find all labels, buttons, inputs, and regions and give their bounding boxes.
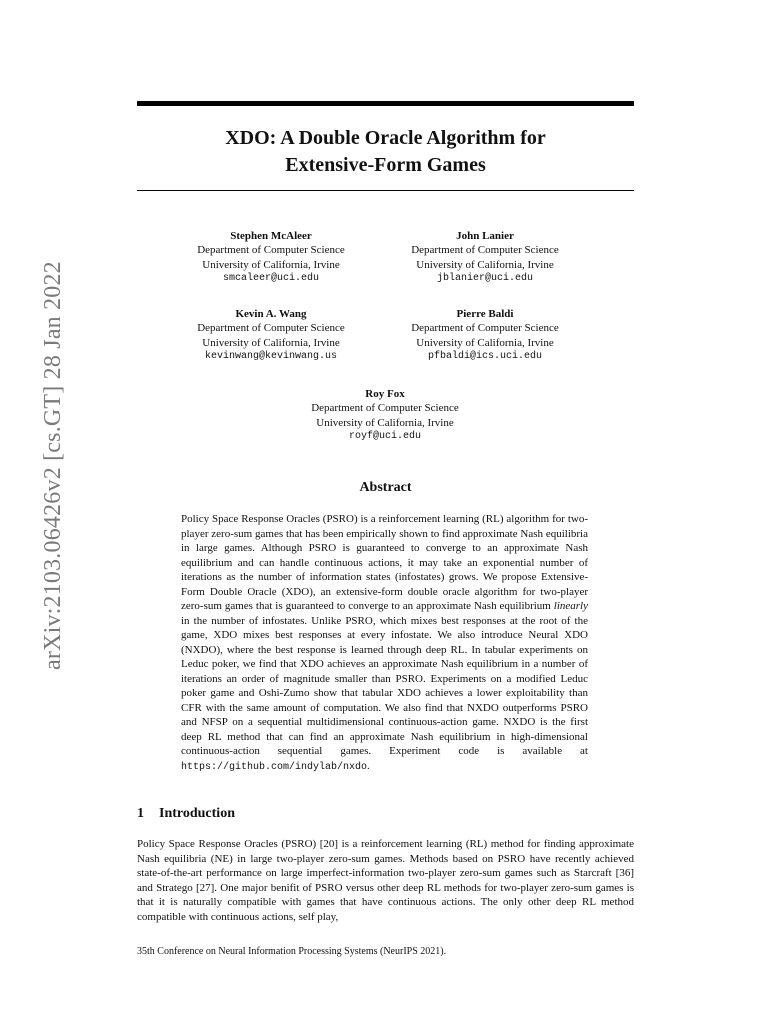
author-block [151,229,391,286]
title-top-rule [137,101,634,106]
arxiv-identifier: arXiv:2103.06426v2 [cs.GT] 28 Jan 2022 [40,261,66,670]
author-university: University of California, Irvine [416,258,554,271]
abstract-text-cont: in the number of infostates. Unlike PSRO, which mixes best responses at the root of the game, XDO mixes best responses at every infostate. We also introduce Neural XDO (NXDO), where the best response is learned through deep RL. In tabular experiments on Leduc poker, we find that XDO achieves an approximate Nash equilibrium in a number of iterations an order of magnitude smaller than PSRO. Experiments on a modified Leduc poker game and Oshi-Zumo show that tabular XDO achieves a lower exploitability than CFR with the same amount of computation. We also find that NXDO outperforms PSRO and NFSP on a sequential multidimensional continuous-action game. NXDO is the first deep RL method that can find an approximate Nash equilibrium in high-dimensional continuous-action sequential games. Experiment code is available at [181,614,588,757]
author-university: University of California, Irvine [202,336,340,349]
code-link[interactable]: https://github.com/indylab/nxdo [181,761,368,773]
author-department: Department of Computer Science [411,244,559,257]
author-department: Department of Computer Science [197,322,345,335]
abstract-text: Policy Space Response Oracles (PSRO) is a reinforcement learning (RL) algorithm for two-player zero-sum games that has been empirically shown to find approximate Nash equilibria in large games. Although PSRO is guaranteed to converge to an approximate Nash equilibrium and can handle continuous actions, it may take an exponential number of iterations as the number of information states (infostates) grows. We propose Extensive-Form Double Oracle (XDO), an extensive-form double oracle algorithm for two-player zero-sum games that is guaranteed to converge to an approximate Nash equilibrium [181,513,588,612]
title-line-2: Extensive-Form Games [285,154,486,176]
author-name: Pierre Baldi [456,308,514,320]
author-name: Kevin A. Wang [235,308,307,320]
author-name: Roy Fox [365,388,405,400]
author-department: Department of Computer Science [311,402,459,415]
author-university: University of California, Irvine [202,258,340,271]
author-department: Department of Computer Science [197,244,345,257]
conference-footer: 35th Conference on Neural Information Processing Systems (NeurIPS 2021). [137,946,447,957]
intro-paragraph: Policy Space Response Oracles (PSRO) [20] is a reinforcement learning (RL) method for finding approximate Nash equilibria (NE) in large two-player zero-sum games. Methods based on PSRO have recently achieved state-of-the-art performance on large imperfect-information two-player zero-sum games such as Starcraft [36] and Stratego [27]. One major benifit of PSRO versus other deep RL methods for two-player zero-sum games is that it is naturally compatible with games that have continuous actions. The only other deep RL method compatible with continuous actions, self play, [137,838,634,923]
author-email[interactable]: smcaleer@uci.edu [222,272,319,284]
abstract-body [181,512,588,775]
author-university: University of California, Irvine [316,416,454,429]
author-block [265,387,505,444]
abstract-emphasis: linearly [553,600,588,612]
author-block [365,229,605,286]
abstract-end: . [367,759,370,772]
title-bottom-rule [137,190,634,191]
author-name: John Lanier [456,230,514,242]
author-email[interactable]: royf@uci.edu [348,430,421,442]
title-line-1: XDO: A Double Oracle Algorithm for [225,127,546,149]
author-name: Stephen McAleer [230,230,312,242]
author-department: Department of Computer Science [411,322,559,335]
author-block [365,307,605,364]
section-number: 1 [137,806,144,821]
section-title: Introduction [159,806,235,821]
author-university: University of California, Irvine [416,336,554,349]
abstract-heading: Abstract [359,480,412,495]
paper-title [137,125,634,179]
author-email[interactable]: jblanier@uci.edu [436,272,533,284]
author-block [151,307,391,364]
author-email[interactable]: kevinwang@kevinwang.us [204,350,338,362]
author-email[interactable]: pfbaldi@ics.uci.edu [427,350,543,362]
section-heading [137,806,235,822]
